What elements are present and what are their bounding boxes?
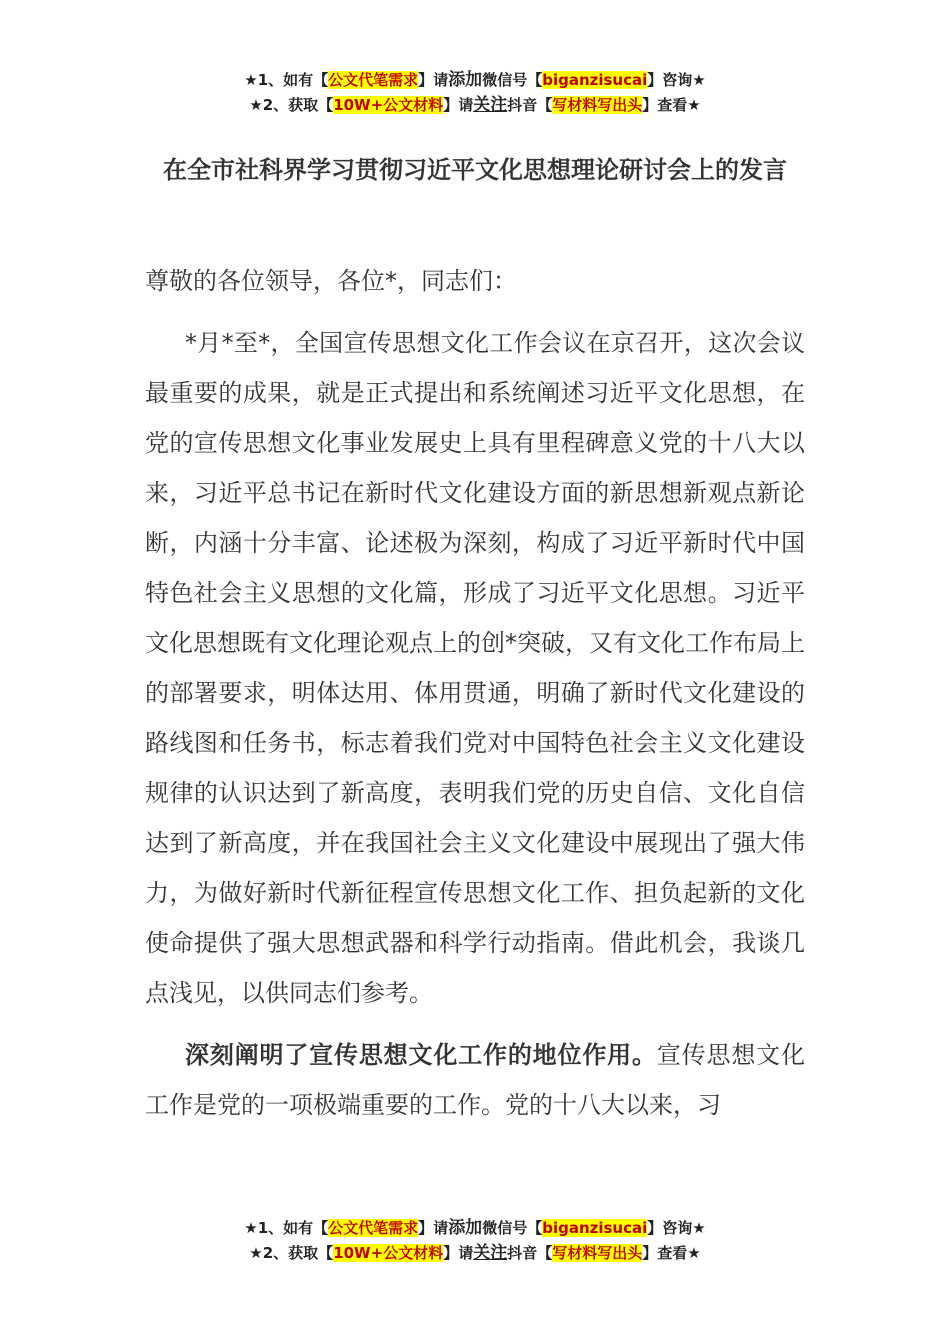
banner-line-2 bbox=[0, 93, 950, 118]
banner-highlight: 公文代笔需求 bbox=[328, 1219, 419, 1237]
paragraph-2 bbox=[145, 1030, 805, 1130]
banner-emphasis: 关注 bbox=[473, 1243, 508, 1263]
greeting: 尊敬的各位领导，各位*，同志们： bbox=[145, 267, 517, 295]
banner-line-1 bbox=[0, 1216, 950, 1241]
banner-text: 微信号【 bbox=[482, 1219, 543, 1237]
banner-text: 】咨询★ bbox=[647, 1219, 706, 1237]
banner-douyin-id: 写材料写出头 bbox=[552, 1244, 643, 1262]
banner-text: ★2、获取【 bbox=[249, 96, 334, 114]
banner-text: 】查看★ bbox=[642, 1244, 701, 1262]
banner-emphasis: 添加 bbox=[448, 1218, 483, 1238]
banner-wechat-id: biganzisucai bbox=[542, 71, 648, 89]
banner-douyin-id: 写材料写出头 bbox=[552, 96, 643, 114]
banner-text: 】查看★ bbox=[642, 96, 701, 114]
paragraph-1: *月*至*，全国宣传思想文化工作会议在京召开，这次会议最重要的成果，就是正式提出和系统阐述习近平文化思想，在党的宣传思想文化事业发展史上具有里程碑意义党的十八大以来，习近平总书记在新时代文化建设方面的新思想新观点新论断，内涵十分丰富、论述极为深刻，构成了习近平新时代中国特色社会主义思想的文化篇，形成了习近平文化思想。习近平文化思想既有文化理论观点上的创*突破，又有文化工作布局上的部署要求，明体达用、体用贯通，明确了新时代文化建设的路线图和任务书，标志着我们党对中国特色社会主义文化建设规律的认识达到了新高度，表明我们党的历史自信、文化自信达到了新高度，并在我国社会主义文化建设中展现出了强大伟力，为做好新时代新征程宣传思想文化工作、担负起新的文化使命提供了强大思想武器和科学行动指南。借此机会，我谈几点浅见，以供同志们参考。 bbox=[145, 329, 805, 1007]
banner-line-1 bbox=[0, 68, 950, 93]
banner-text: 】请 bbox=[443, 96, 474, 114]
paragraph-2-lead: 深刻阐明了宣传思想文化工作的地位作用。 bbox=[185, 1041, 657, 1069]
banner-text: 抖音【 bbox=[507, 96, 553, 114]
banner-line-2 bbox=[0, 1241, 950, 1266]
banner-text: ★2、获取【 bbox=[249, 1244, 334, 1262]
banner-highlight: 公文代笔需求 bbox=[328, 71, 419, 89]
header-banner bbox=[0, 68, 950, 118]
banner-highlight: 10W+公文材料 bbox=[333, 96, 444, 114]
footer-banner bbox=[0, 1216, 950, 1266]
banner-emphasis: 关注 bbox=[473, 95, 508, 115]
banner-text: 抖音【 bbox=[507, 1244, 553, 1262]
banner-text: 微信号【 bbox=[482, 71, 543, 89]
banner-wechat-id: biganzisucai bbox=[542, 1219, 648, 1237]
banner-text: ★1、如有【 bbox=[244, 71, 329, 89]
banner-text: 】请 bbox=[418, 1219, 449, 1237]
banner-emphasis: 添加 bbox=[448, 70, 483, 90]
banner-text: 】咨询★ bbox=[647, 71, 706, 89]
banner-text: 】请 bbox=[443, 1244, 474, 1262]
banner-text: 】请 bbox=[418, 71, 449, 89]
document-body bbox=[145, 256, 805, 1130]
banner-highlight: 10W+公文材料 bbox=[333, 1244, 444, 1262]
document-title: 在全市社科界学习贯彻习近平文化思想理论研讨会上的发言 bbox=[163, 156, 787, 184]
paragraph-2-text: 宣传思想文化工作是党的一项极端重要的工作。党的十八大以来，习 bbox=[145, 1041, 806, 1119]
banner-text: ★1、如有【 bbox=[244, 1219, 329, 1237]
